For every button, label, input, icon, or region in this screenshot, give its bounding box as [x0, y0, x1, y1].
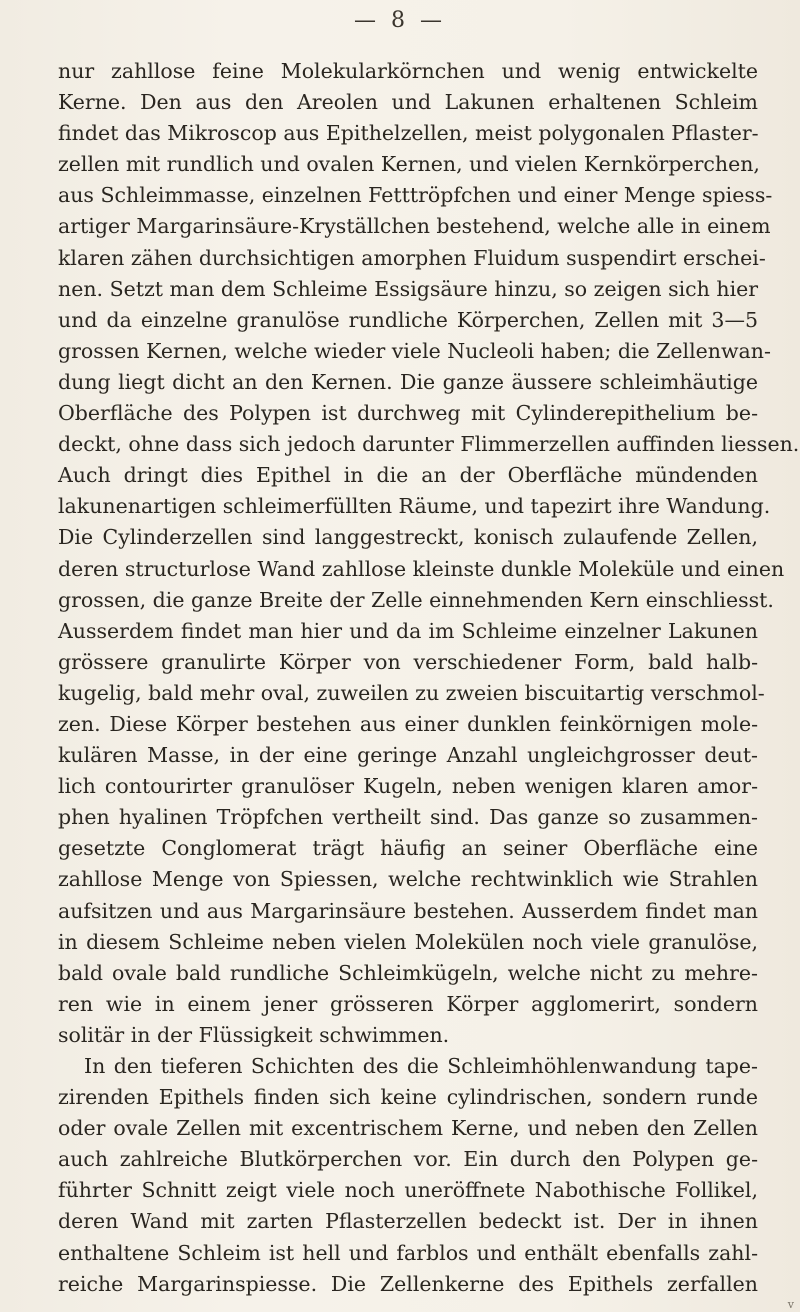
- text-line: oder ovale Zellen mit excentrischem Kerne, und neben den Zellen: [58, 1116, 758, 1141]
- text-line: Ausserdem findet man hier und da im Schleime einzelner Lakunen: [58, 618, 758, 643]
- text-line: Die Cylinderzellen sind langgestreckt, konisch zulaufende Zellen,: [58, 525, 758, 550]
- text-line: Kerne. Den aus den Areolen und Lakunen erhaltenen Schleim: [58, 90, 758, 115]
- text-line: zellen mit rundlich und ovalen Kernen, und vielen Kernkörperchen,: [58, 152, 760, 177]
- text-line: auch zahlreiche Blutkörperchen vor. Ein durch den Polypen ge-: [58, 1147, 758, 1172]
- text-line: In den tieferen Schichten des die Schleimhöhlenwandung tape-: [84, 1054, 758, 1078]
- text-line: grössere granulirte Körper von verschiedener Form, bald halb-: [58, 649, 758, 674]
- text-line: solitär in der Flüssigkeit schwimmen.: [58, 1022, 450, 1047]
- text-line: und da einzelne granulöse rundliche Körperchen, Zellen mit 3—5: [58, 307, 758, 332]
- text-line: deckt, ohne dass sich jedoch darunter Flimmerzellen auffinden liessen.: [58, 432, 800, 457]
- text-line: nen. Setzt man dem Schleime Essigsäure hinzu, so zeigen sich hier: [58, 276, 759, 301]
- text-line: reiche Margarinspiesse. Die Zellenkerne des Epithels zerfallen: [58, 1271, 758, 1296]
- page-number-header: — 8 —: [354, 8, 446, 33]
- text-line: grossen Kernen, welche wieder viele Nucleoli haben; die Zellenwan-: [58, 338, 771, 363]
- text-line: grossen, die ganze Breite der Zelle einnehmenden Kern einschliesst.: [58, 587, 774, 612]
- text-line: findet das Mikroscop aus Epithelzellen, meist polygonalen Pflaster-: [58, 121, 759, 146]
- text-line: deren Wand mit zarten Pflasterzellen bedeckt ist. Der in ihnen: [58, 1209, 758, 1234]
- corner-mark: v: [787, 1298, 794, 1311]
- text-line: lakunenartigen schleimerfüllten Räume, und tapezirt ihre Wandung.: [58, 494, 771, 519]
- text-line: in diesem Schleime neben vielen Molekülen noch viele granulöse,: [58, 929, 758, 954]
- text-line: phen hyalinen Tröpfchen vertheilt sind. Das ganze so zusammen-: [58, 805, 758, 830]
- text-line: aufsitzen und aus Margarinsäure bestehen. Ausserdem findet man: [58, 898, 758, 923]
- text-line: kulären Masse, in der eine geringe Anzahl ungleichgrosser deut-: [58, 743, 758, 768]
- text-line: Auch dringt dies Epithel in die an der Oberfläche mündenden: [58, 463, 758, 488]
- text-line: bald ovale bald rundliche Schleimkügeln, welche nicht zu mehre-: [58, 960, 758, 985]
- text-line: lich contourirter granulöser Kugeln, neben wenigen klaren amor-: [58, 774, 758, 799]
- text-line: nur zahllose feine Molekularkörnchen und wenig entwickelte: [58, 59, 758, 83]
- text-line: führter Schnitt zeigt viele noch uneröffnete Nabothische Follikel,: [58, 1178, 758, 1203]
- text-line: gesetzte Conglomerat trägt häufig an seiner Oberfläche eine: [58, 836, 758, 861]
- text-line: artiger Margarinsäure-Kryställchen bestehend, welche alle in einem: [58, 214, 771, 239]
- text-line: Oberfläche des Polypen ist durchweg mit Cylinderepithelium be-: [58, 401, 758, 426]
- text-line: zen. Diese Körper bestehen aus einer dunklen feinkörnigen mole-: [58, 711, 758, 736]
- body-text: [58, 56, 800, 1300]
- text-line: enthaltene Schleim ist hell und farblos und enthält ebenfalls zahl-: [58, 1240, 758, 1265]
- text-line: klaren zähen durchsichtigen amorphen Fluidum suspendirt erschei-: [58, 245, 766, 270]
- text-line: dung liegt dicht an den Kernen. Die ganze äussere schleimhäutige: [58, 369, 758, 394]
- text-line: ren wie in einem jener grösseren Körper agglomerirt, sondern: [58, 991, 758, 1016]
- text-line: deren structurlose Wand zahllose kleinste dunkle Moleküle und einen: [58, 556, 785, 581]
- text-line: zahllose Menge von Spiessen, welche rechtwinklich wie Strahlen: [58, 867, 758, 892]
- text-line: kugelig, bald mehr oval, zuweilen zu zweien biscuitartig verschmol-: [58, 680, 765, 705]
- text-line: zirenden Epithels finden sich keine cylindrischen, sondern runde: [58, 1085, 758, 1110]
- text-line: aus Schleimmasse, einzelnen Fetttröpfchen und einer Menge spiess-: [58, 183, 773, 208]
